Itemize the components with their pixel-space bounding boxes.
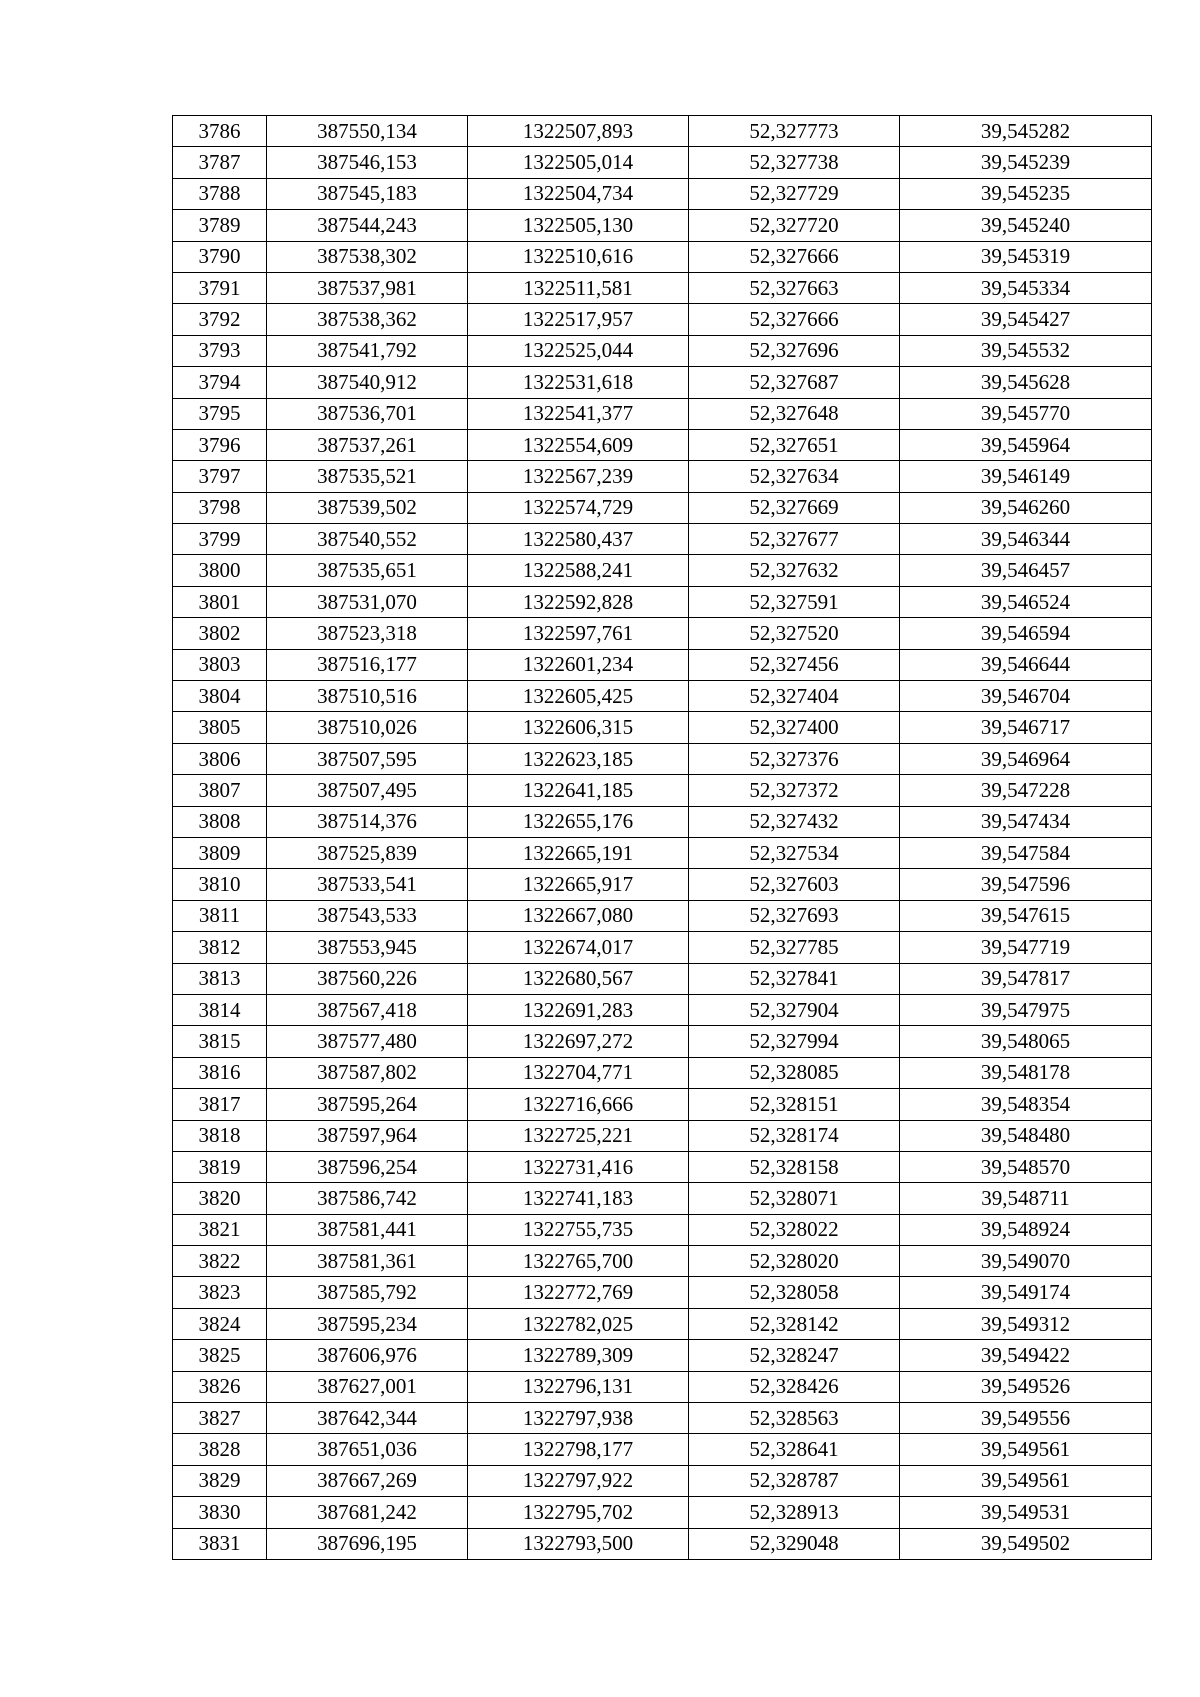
x-coordinate-cell: 387525,839 bbox=[267, 837, 468, 868]
x-coordinate-cell: 387535,521 bbox=[267, 461, 468, 492]
point-number-cell: 3791 bbox=[173, 272, 267, 303]
y-coordinate-cell: 1322597,761 bbox=[468, 618, 689, 649]
longitude-cell: 39,546260 bbox=[900, 492, 1152, 523]
longitude-cell: 39,547817 bbox=[900, 963, 1152, 994]
x-coordinate-cell: 387541,792 bbox=[267, 335, 468, 366]
y-coordinate-cell: 1322665,191 bbox=[468, 837, 689, 868]
latitude-cell: 52,327677 bbox=[689, 524, 900, 555]
table-row bbox=[173, 304, 1152, 335]
point-number-cell: 3805 bbox=[173, 712, 267, 743]
x-coordinate-cell: 387597,964 bbox=[267, 1120, 468, 1151]
point-number-cell: 3787 bbox=[173, 147, 267, 178]
point-number-cell: 3813 bbox=[173, 963, 267, 994]
longitude-cell: 39,546717 bbox=[900, 712, 1152, 743]
longitude-cell: 39,546594 bbox=[900, 618, 1152, 649]
y-coordinate-cell: 1322567,239 bbox=[468, 461, 689, 492]
longitude-cell: 39,545240 bbox=[900, 210, 1152, 241]
longitude-cell: 39,548924 bbox=[900, 1214, 1152, 1245]
longitude-cell: 39,547596 bbox=[900, 869, 1152, 900]
table-row bbox=[173, 461, 1152, 492]
y-coordinate-cell: 1322765,700 bbox=[468, 1246, 689, 1277]
longitude-cell: 39,547434 bbox=[900, 806, 1152, 837]
latitude-cell: 52,327693 bbox=[689, 900, 900, 931]
x-coordinate-cell: 387537,981 bbox=[267, 272, 468, 303]
x-coordinate-cell: 387577,480 bbox=[267, 1026, 468, 1057]
longitude-cell: 39,548178 bbox=[900, 1057, 1152, 1088]
latitude-cell: 52,327696 bbox=[689, 335, 900, 366]
x-coordinate-cell: 387596,254 bbox=[267, 1151, 468, 1182]
x-coordinate-cell: 387581,441 bbox=[267, 1214, 468, 1245]
latitude-cell: 52,328787 bbox=[689, 1465, 900, 1496]
longitude-cell: 39,549312 bbox=[900, 1308, 1152, 1339]
y-coordinate-cell: 1322605,425 bbox=[468, 681, 689, 712]
x-coordinate-cell: 387627,001 bbox=[267, 1371, 468, 1402]
point-number-cell: 3819 bbox=[173, 1151, 267, 1182]
table-row bbox=[173, 367, 1152, 398]
table-row bbox=[173, 1057, 1152, 1088]
x-coordinate-cell: 387545,183 bbox=[267, 178, 468, 209]
x-coordinate-cell: 387540,552 bbox=[267, 524, 468, 555]
latitude-cell: 52,327841 bbox=[689, 963, 900, 994]
x-coordinate-cell: 387595,234 bbox=[267, 1308, 468, 1339]
x-coordinate-cell: 387595,264 bbox=[267, 1089, 468, 1120]
latitude-cell: 52,328071 bbox=[689, 1183, 900, 1214]
point-number-cell: 3824 bbox=[173, 1308, 267, 1339]
y-coordinate-cell: 1322691,283 bbox=[468, 994, 689, 1025]
longitude-cell: 39,545282 bbox=[900, 116, 1152, 147]
point-number-cell: 3801 bbox=[173, 586, 267, 617]
y-coordinate-cell: 1322511,581 bbox=[468, 272, 689, 303]
table-row bbox=[173, 775, 1152, 806]
table-row bbox=[173, 743, 1152, 774]
table-row bbox=[173, 994, 1152, 1025]
y-coordinate-cell: 1322680,567 bbox=[468, 963, 689, 994]
x-coordinate-cell: 387510,516 bbox=[267, 681, 468, 712]
longitude-cell: 39,547975 bbox=[900, 994, 1152, 1025]
table-row bbox=[173, 869, 1152, 900]
point-number-cell: 3804 bbox=[173, 681, 267, 712]
longitude-cell: 39,546344 bbox=[900, 524, 1152, 555]
x-coordinate-cell: 387546,153 bbox=[267, 147, 468, 178]
longitude-cell: 39,548711 bbox=[900, 1183, 1152, 1214]
point-number-cell: 3793 bbox=[173, 335, 267, 366]
y-coordinate-cell: 1322797,938 bbox=[468, 1403, 689, 1434]
longitude-cell: 39,549070 bbox=[900, 1246, 1152, 1277]
table-row bbox=[173, 1434, 1152, 1465]
y-coordinate-cell: 1322504,734 bbox=[468, 178, 689, 209]
latitude-cell: 52,327400 bbox=[689, 712, 900, 743]
point-number-cell: 3831 bbox=[173, 1528, 267, 1559]
longitude-cell: 39,545532 bbox=[900, 335, 1152, 366]
longitude-cell: 39,548570 bbox=[900, 1151, 1152, 1182]
longitude-cell: 39,549556 bbox=[900, 1403, 1152, 1434]
y-coordinate-cell: 1322601,234 bbox=[468, 649, 689, 680]
x-coordinate-cell: 387533,541 bbox=[267, 869, 468, 900]
y-coordinate-cell: 1322667,080 bbox=[468, 900, 689, 931]
longitude-cell: 39,546964 bbox=[900, 743, 1152, 774]
point-number-cell: 3786 bbox=[173, 116, 267, 147]
latitude-cell: 52,327404 bbox=[689, 681, 900, 712]
point-number-cell: 3798 bbox=[173, 492, 267, 523]
x-coordinate-cell: 387540,912 bbox=[267, 367, 468, 398]
table-row bbox=[173, 1465, 1152, 1496]
point-number-cell: 3811 bbox=[173, 900, 267, 931]
x-coordinate-cell: 387606,976 bbox=[267, 1340, 468, 1371]
y-coordinate-cell: 1322793,500 bbox=[468, 1528, 689, 1559]
latitude-cell: 52,328426 bbox=[689, 1371, 900, 1402]
longitude-cell: 39,548480 bbox=[900, 1120, 1152, 1151]
latitude-cell: 52,328058 bbox=[689, 1277, 900, 1308]
latitude-cell: 52,327520 bbox=[689, 618, 900, 649]
latitude-cell: 52,327687 bbox=[689, 367, 900, 398]
longitude-cell: 39,545770 bbox=[900, 398, 1152, 429]
x-coordinate-cell: 387550,134 bbox=[267, 116, 468, 147]
point-number-cell: 3827 bbox=[173, 1403, 267, 1434]
table-row bbox=[173, 618, 1152, 649]
latitude-cell: 52,327904 bbox=[689, 994, 900, 1025]
point-number-cell: 3825 bbox=[173, 1340, 267, 1371]
point-number-cell: 3816 bbox=[173, 1057, 267, 1088]
x-coordinate-cell: 387507,495 bbox=[267, 775, 468, 806]
y-coordinate-cell: 1322606,315 bbox=[468, 712, 689, 743]
latitude-cell: 52,327632 bbox=[689, 555, 900, 586]
y-coordinate-cell: 1322716,666 bbox=[468, 1089, 689, 1120]
point-number-cell: 3796 bbox=[173, 429, 267, 460]
latitude-cell: 52,327432 bbox=[689, 806, 900, 837]
table-row bbox=[173, 1340, 1152, 1371]
point-number-cell: 3810 bbox=[173, 869, 267, 900]
latitude-cell: 52,328641 bbox=[689, 1434, 900, 1465]
table-row bbox=[173, 1246, 1152, 1277]
point-number-cell: 3830 bbox=[173, 1497, 267, 1528]
longitude-cell: 39,545964 bbox=[900, 429, 1152, 460]
y-coordinate-cell: 1322789,309 bbox=[468, 1340, 689, 1371]
y-coordinate-cell: 1322796,131 bbox=[468, 1371, 689, 1402]
y-coordinate-cell: 1322782,025 bbox=[468, 1308, 689, 1339]
x-coordinate-cell: 387538,362 bbox=[267, 304, 468, 335]
x-coordinate-cell: 387543,533 bbox=[267, 900, 468, 931]
y-coordinate-cell: 1322525,044 bbox=[468, 335, 689, 366]
point-number-cell: 3806 bbox=[173, 743, 267, 774]
y-coordinate-cell: 1322772,769 bbox=[468, 1277, 689, 1308]
latitude-cell: 52,328151 bbox=[689, 1089, 900, 1120]
point-number-cell: 3817 bbox=[173, 1089, 267, 1120]
longitude-cell: 39,546457 bbox=[900, 555, 1152, 586]
y-coordinate-cell: 1322510,616 bbox=[468, 241, 689, 272]
table-row bbox=[173, 1497, 1152, 1528]
point-number-cell: 3814 bbox=[173, 994, 267, 1025]
longitude-cell: 39,545628 bbox=[900, 367, 1152, 398]
latitude-cell: 52,327591 bbox=[689, 586, 900, 617]
y-coordinate-cell: 1322541,377 bbox=[468, 398, 689, 429]
longitude-cell: 39,549174 bbox=[900, 1277, 1152, 1308]
longitude-cell: 39,547719 bbox=[900, 932, 1152, 963]
x-coordinate-cell: 387642,344 bbox=[267, 1403, 468, 1434]
y-coordinate-cell: 1322554,609 bbox=[468, 429, 689, 460]
latitude-cell: 52,327666 bbox=[689, 304, 900, 335]
table-row bbox=[173, 837, 1152, 868]
y-coordinate-cell: 1322505,014 bbox=[468, 147, 689, 178]
x-coordinate-cell: 387696,195 bbox=[267, 1528, 468, 1559]
table-row bbox=[173, 649, 1152, 680]
table-row bbox=[173, 1120, 1152, 1151]
y-coordinate-cell: 1322795,702 bbox=[468, 1497, 689, 1528]
y-coordinate-cell: 1322517,957 bbox=[468, 304, 689, 335]
latitude-cell: 52,327376 bbox=[689, 743, 900, 774]
x-coordinate-cell: 387539,502 bbox=[267, 492, 468, 523]
table-row bbox=[173, 963, 1152, 994]
longitude-cell: 39,546524 bbox=[900, 586, 1152, 617]
x-coordinate-cell: 387667,269 bbox=[267, 1465, 468, 1496]
coordinates-table-body bbox=[173, 116, 1152, 1560]
latitude-cell: 52,327669 bbox=[689, 492, 900, 523]
table-row bbox=[173, 178, 1152, 209]
point-number-cell: 3802 bbox=[173, 618, 267, 649]
y-coordinate-cell: 1322725,221 bbox=[468, 1120, 689, 1151]
latitude-cell: 52,327729 bbox=[689, 178, 900, 209]
latitude-cell: 52,328158 bbox=[689, 1151, 900, 1182]
latitude-cell: 52,327785 bbox=[689, 932, 900, 963]
table-row bbox=[173, 116, 1152, 147]
table-row bbox=[173, 524, 1152, 555]
latitude-cell: 52,327603 bbox=[689, 869, 900, 900]
point-number-cell: 3829 bbox=[173, 1465, 267, 1496]
table-row bbox=[173, 1308, 1152, 1339]
y-coordinate-cell: 1322704,771 bbox=[468, 1057, 689, 1088]
longitude-cell: 39,545235 bbox=[900, 178, 1152, 209]
point-number-cell: 3820 bbox=[173, 1183, 267, 1214]
longitude-cell: 39,547228 bbox=[900, 775, 1152, 806]
y-coordinate-cell: 1322697,272 bbox=[468, 1026, 689, 1057]
x-coordinate-cell: 387535,651 bbox=[267, 555, 468, 586]
table-row bbox=[173, 241, 1152, 272]
latitude-cell: 52,329048 bbox=[689, 1528, 900, 1559]
table-row bbox=[173, 806, 1152, 837]
point-number-cell: 3799 bbox=[173, 524, 267, 555]
y-coordinate-cell: 1322531,618 bbox=[468, 367, 689, 398]
y-coordinate-cell: 1322641,185 bbox=[468, 775, 689, 806]
table-row bbox=[173, 1151, 1152, 1182]
latitude-cell: 52,328142 bbox=[689, 1308, 900, 1339]
x-coordinate-cell: 387531,070 bbox=[267, 586, 468, 617]
point-number-cell: 3821 bbox=[173, 1214, 267, 1245]
x-coordinate-cell: 387536,701 bbox=[267, 398, 468, 429]
y-coordinate-cell: 1322623,185 bbox=[468, 743, 689, 774]
longitude-cell: 39,546149 bbox=[900, 461, 1152, 492]
table-row bbox=[173, 1214, 1152, 1245]
longitude-cell: 39,545334 bbox=[900, 272, 1152, 303]
y-coordinate-cell: 1322797,922 bbox=[468, 1465, 689, 1496]
y-coordinate-cell: 1322507,893 bbox=[468, 116, 689, 147]
longitude-cell: 39,549422 bbox=[900, 1340, 1152, 1371]
y-coordinate-cell: 1322798,177 bbox=[468, 1434, 689, 1465]
longitude-cell: 39,547584 bbox=[900, 837, 1152, 868]
x-coordinate-cell: 387651,036 bbox=[267, 1434, 468, 1465]
point-number-cell: 3818 bbox=[173, 1120, 267, 1151]
latitude-cell: 52,328022 bbox=[689, 1214, 900, 1245]
latitude-cell: 52,327648 bbox=[689, 398, 900, 429]
y-coordinate-cell: 1322574,729 bbox=[468, 492, 689, 523]
x-coordinate-cell: 387585,792 bbox=[267, 1277, 468, 1308]
x-coordinate-cell: 387560,226 bbox=[267, 963, 468, 994]
longitude-cell: 39,545427 bbox=[900, 304, 1152, 335]
table-row bbox=[173, 398, 1152, 429]
table-row bbox=[173, 900, 1152, 931]
x-coordinate-cell: 387514,376 bbox=[267, 806, 468, 837]
table-row bbox=[173, 1183, 1152, 1214]
coordinates-table bbox=[172, 115, 1152, 1560]
x-coordinate-cell: 387681,242 bbox=[267, 1497, 468, 1528]
point-number-cell: 3828 bbox=[173, 1434, 267, 1465]
y-coordinate-cell: 1322655,176 bbox=[468, 806, 689, 837]
x-coordinate-cell: 387516,177 bbox=[267, 649, 468, 680]
latitude-cell: 52,328247 bbox=[689, 1340, 900, 1371]
x-coordinate-cell: 387587,802 bbox=[267, 1057, 468, 1088]
point-number-cell: 3809 bbox=[173, 837, 267, 868]
point-number-cell: 3823 bbox=[173, 1277, 267, 1308]
table-row bbox=[173, 681, 1152, 712]
y-coordinate-cell: 1322674,017 bbox=[468, 932, 689, 963]
table-row bbox=[173, 335, 1152, 366]
x-coordinate-cell: 387538,302 bbox=[267, 241, 468, 272]
y-coordinate-cell: 1322741,183 bbox=[468, 1183, 689, 1214]
longitude-cell: 39,548354 bbox=[900, 1089, 1152, 1120]
table-row bbox=[173, 1403, 1152, 1434]
point-number-cell: 3822 bbox=[173, 1246, 267, 1277]
table-row bbox=[173, 932, 1152, 963]
longitude-cell: 39,549531 bbox=[900, 1497, 1152, 1528]
x-coordinate-cell: 387510,026 bbox=[267, 712, 468, 743]
table-row bbox=[173, 1089, 1152, 1120]
longitude-cell: 39,546704 bbox=[900, 681, 1152, 712]
table-row bbox=[173, 210, 1152, 241]
point-number-cell: 3815 bbox=[173, 1026, 267, 1057]
x-coordinate-cell: 387537,261 bbox=[267, 429, 468, 460]
table-row bbox=[173, 1371, 1152, 1402]
latitude-cell: 52,327634 bbox=[689, 461, 900, 492]
latitude-cell: 52,327651 bbox=[689, 429, 900, 460]
point-number-cell: 3797 bbox=[173, 461, 267, 492]
table-row bbox=[173, 147, 1152, 178]
longitude-cell: 39,545319 bbox=[900, 241, 1152, 272]
x-coordinate-cell: 387544,243 bbox=[267, 210, 468, 241]
y-coordinate-cell: 1322592,828 bbox=[468, 586, 689, 617]
table-row bbox=[173, 1277, 1152, 1308]
table-row bbox=[173, 429, 1152, 460]
point-number-cell: 3807 bbox=[173, 775, 267, 806]
latitude-cell: 52,327738 bbox=[689, 147, 900, 178]
x-coordinate-cell: 387581,361 bbox=[267, 1246, 468, 1277]
table-row bbox=[173, 1528, 1152, 1559]
point-number-cell: 3812 bbox=[173, 932, 267, 963]
longitude-cell: 39,545239 bbox=[900, 147, 1152, 178]
longitude-cell: 39,549561 bbox=[900, 1434, 1152, 1465]
longitude-cell: 39,549526 bbox=[900, 1371, 1152, 1402]
latitude-cell: 52,328085 bbox=[689, 1057, 900, 1088]
latitude-cell: 52,327666 bbox=[689, 241, 900, 272]
latitude-cell: 52,327372 bbox=[689, 775, 900, 806]
y-coordinate-cell: 1322505,130 bbox=[468, 210, 689, 241]
longitude-cell: 39,546644 bbox=[900, 649, 1152, 680]
latitude-cell: 52,328563 bbox=[689, 1403, 900, 1434]
latitude-cell: 52,327720 bbox=[689, 210, 900, 241]
table-row bbox=[173, 586, 1152, 617]
latitude-cell: 52,327534 bbox=[689, 837, 900, 868]
latitude-cell: 52,328020 bbox=[689, 1246, 900, 1277]
x-coordinate-cell: 387553,945 bbox=[267, 932, 468, 963]
latitude-cell: 52,327456 bbox=[689, 649, 900, 680]
latitude-cell: 52,328913 bbox=[689, 1497, 900, 1528]
x-coordinate-cell: 387523,318 bbox=[267, 618, 468, 649]
x-coordinate-cell: 387586,742 bbox=[267, 1183, 468, 1214]
table-row bbox=[173, 1026, 1152, 1057]
longitude-cell: 39,549502 bbox=[900, 1528, 1152, 1559]
longitude-cell: 39,548065 bbox=[900, 1026, 1152, 1057]
latitude-cell: 52,327773 bbox=[689, 116, 900, 147]
table-row bbox=[173, 555, 1152, 586]
point-number-cell: 3789 bbox=[173, 210, 267, 241]
latitude-cell: 52,328174 bbox=[689, 1120, 900, 1151]
y-coordinate-cell: 1322580,437 bbox=[468, 524, 689, 555]
table-row bbox=[173, 492, 1152, 523]
x-coordinate-cell: 387567,418 bbox=[267, 994, 468, 1025]
latitude-cell: 52,327663 bbox=[689, 272, 900, 303]
longitude-cell: 39,547615 bbox=[900, 900, 1152, 931]
x-coordinate-cell: 387507,595 bbox=[267, 743, 468, 774]
table-row bbox=[173, 712, 1152, 743]
y-coordinate-cell: 1322731,416 bbox=[468, 1151, 689, 1182]
y-coordinate-cell: 1322755,735 bbox=[468, 1214, 689, 1245]
table-row bbox=[173, 272, 1152, 303]
point-number-cell: 3794 bbox=[173, 367, 267, 398]
longitude-cell: 39,549561 bbox=[900, 1465, 1152, 1496]
point-number-cell: 3788 bbox=[173, 178, 267, 209]
point-number-cell: 3790 bbox=[173, 241, 267, 272]
point-number-cell: 3792 bbox=[173, 304, 267, 335]
point-number-cell: 3808 bbox=[173, 806, 267, 837]
point-number-cell: 3803 bbox=[173, 649, 267, 680]
latitude-cell: 52,327994 bbox=[689, 1026, 900, 1057]
y-coordinate-cell: 1322665,917 bbox=[468, 869, 689, 900]
point-number-cell: 3826 bbox=[173, 1371, 267, 1402]
y-coordinate-cell: 1322588,241 bbox=[468, 555, 689, 586]
point-number-cell: 3795 bbox=[173, 398, 267, 429]
point-number-cell: 3800 bbox=[173, 555, 267, 586]
